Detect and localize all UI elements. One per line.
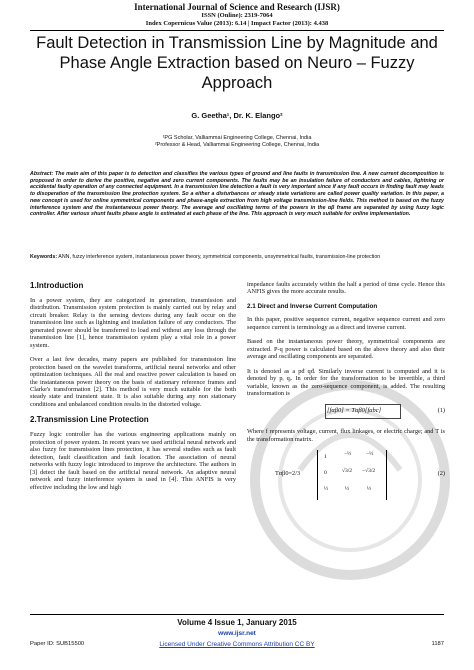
- keywords-text: ANN, fuzzy interference system, instantaneous power theory, symmetrical components, unsymmetrical faults, transmission-line protection: [58, 254, 381, 260]
- footer-url-link[interactable]: www.ijsr.net: [218, 630, 256, 637]
- journal-index: Index Copernicus Value (2013): 6.14 | Impact Factor (2013): 4.438: [145, 20, 329, 27]
- abstract-label: Abstract:: [30, 171, 54, 177]
- abstract: [30, 171, 444, 218]
- affiliation-1: ¹PG Scholar, Valliammai Engineering College, Chennai, India: [162, 135, 312, 141]
- tlp-heading: 2.Transmission Line Protection: [30, 415, 149, 425]
- subsection-heading: 2.1 Direct and Inverse Current Computation: [247, 302, 378, 310]
- abstract-text: The main aim of this paper is to detection and classifies the various types of ground and line faults in transmission line. A new current decomposition is proposed in order to derive the positive, negative and zero current components. The faults may be an insulation failure of conductors and cables, lightning or accidental faulty operation of any connected equipment. In a transmission line detection a fault is very important since if any fault occurs in finding fault may leads to disoperation of the transmission line protection system. So a either a disturbances or steady state variations are called power quality variation. In this paper, a new concept is used for online symmetrical components and phase-angle extraction from high voltage transmission-line fields. This method is based on the fuzzy interference system and the instantaneous power theory. The average and oscillating terms of the powers in the αβ frame are separated by using fuzzy logic controller. After various shunt faults phase angle is estimated at each phase of the line. This approach is very much suitable for online implementation.: [30, 171, 444, 218]
- footer-page-number: 1187: [431, 641, 444, 647]
- right-paragraph-5: Where f represents voltage, current, flux linkages, or electric charge; and T is the transformation matrix.: [247, 428, 445, 443]
- footer-paper-id: Paper ID: SUB15500: [30, 641, 85, 647]
- keywords: [30, 254, 444, 261]
- intro-heading: 1.Introduction: [30, 281, 84, 290]
- left-column: [30, 281, 236, 498]
- paper-title: Fault Detection in Transmission Line by Magnitude and Phase Angle Extraction based on Neuro – Fuzzy Approach: [36, 34, 438, 92]
- affiliation-2: ²Professor & Head, Valliammai Engineering College, Chennai, India: [154, 142, 320, 148]
- paper-authors: G. Geetha¹, Dr. K. Elango²: [191, 111, 283, 120]
- journal-header: [30, 2, 444, 28]
- equation-1-number: (1): [437, 407, 445, 415]
- footer-rule: [30, 614, 444, 615]
- right-paragraph-4: It is denoted as a pđ qđ. Similarly inverse current is computed and it is denoted by pᵢ qᵢ. In order for the transformation to be invertible, a third variable, known as the zero-sequence component, is added. The resulting transformation is: [247, 367, 445, 397]
- equation-2-lhs: Tαβ0=2/3: [275, 470, 301, 478]
- footer-volume: Volume 4 Issue 1, January 2015: [177, 618, 297, 627]
- keywords-label: Keywords:: [30, 254, 58, 260]
- footer-license-link[interactable]: Licensed Under Creative Commons Attribution CC BY: [159, 641, 315, 648]
- intro-paragraph-2: Over a last few decades, many papers are published for transmission line protection based on the wavelet transforms, artificial neural networks and other optimization techniques. All the real and reactive power calculation is based on the instantaneous power theory on the basis of stationary reference frames and Clarke's transformation [2]. This method is very much suitable for the both steady state and transient state. It is also suitable during any non stationary conditions and unbalanced condition results in the distorted voltage.: [30, 356, 236, 408]
- header-rule: [30, 30, 444, 31]
- journal-issn: ISSN (Online): 2319-7064: [201, 12, 273, 19]
- right-column: [247, 281, 445, 506]
- journal-name: International Journal of Science and Research (IJSR): [134, 2, 340, 12]
- transformation-matrix: 1 −½ −½ 0 √3/2 −√3/2 ½ ½ ½: [317, 450, 387, 500]
- right-paragraph-3: Based on the instantaneous power theory, symmetrical components are extracted. P-q power is calculated based on the above theory and also their average and oscillating components are separated.: [247, 338, 445, 361]
- right-paragraph-1: impedance faults accurately within the half a period of time cycle. Hence this ANFIS gives the more accurate results.: [247, 281, 445, 296]
- equation-2: [247, 450, 445, 502]
- equation-1: [247, 404, 445, 422]
- right-paragraph-2: In this paper, positive sequence current, negative sequence current and zero sequence current is terminology as a direct and inverse current.: [247, 316, 445, 331]
- intro-paragraph-1: In a power system, they are categorized in generation, transmission and distribution. Transmission system protection is mainly carried out by relay and circuit breaker. Relay is the sensing devices during any fault occur on the transmission line such as lightning and insulation failure of any conductors. The generated power should be transferred to load end without any loss through the transmission line [1], hence transmission system play a vital role in a power system.: [30, 297, 236, 349]
- equation-1-expression: [fαβ0] = Tαβ0[fabc]: [327, 407, 382, 415]
- equation-2-number: (2): [437, 470, 445, 478]
- tlp-paragraph-1: Fuzzy logic controller has the various engineering applications mainly on protection of power system. In recent years we used artificial neural network and also fuzzy for transmission lines protection, it has several studies such as fault detection, fault classification and fault location. The association of neural networks with fuzzy logic introduced to improve the architecture. The authors in [3] detect the fault based on the artificial neural network. An adaptive neural network and fuzzy interference system is used in [4]. This ANFIS is very effective including the low and high: [30, 431, 236, 491]
